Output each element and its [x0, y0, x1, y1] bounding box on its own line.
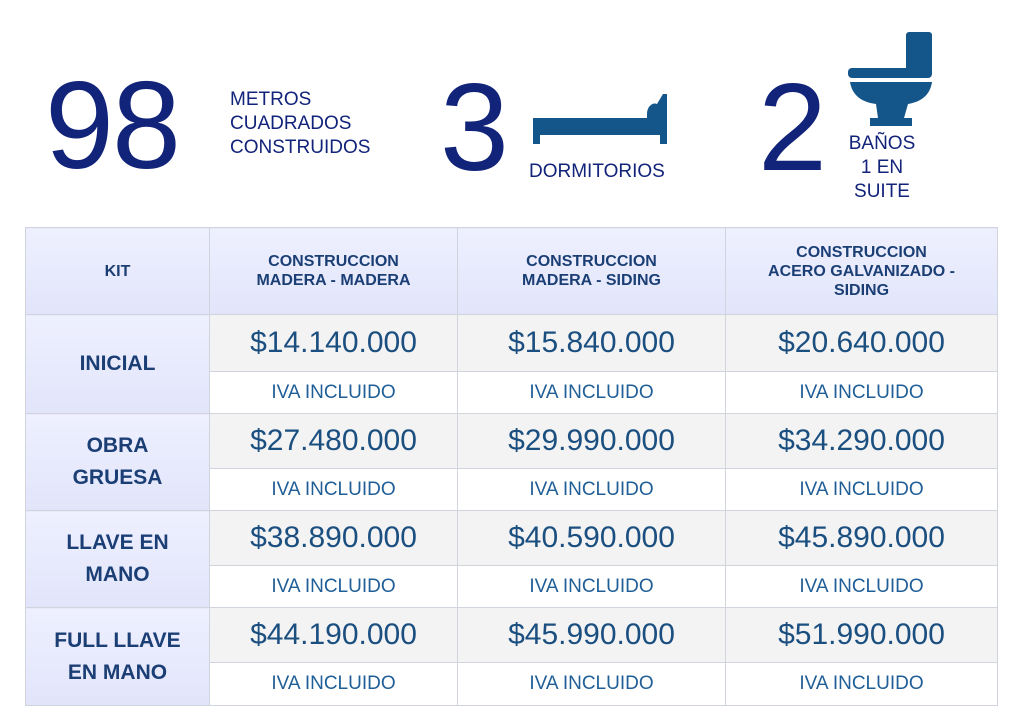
- iva-note: IVA INCLUIDO: [210, 469, 458, 511]
- kit-llave-en-mano: [26, 511, 210, 608]
- table-header-row: [26, 228, 998, 315]
- kit-label: FULL LLAVE: [54, 628, 181, 652]
- bathrooms-label: [842, 132, 922, 204]
- area-label: [230, 88, 410, 160]
- iva-note: IVA INCLUIDO: [210, 372, 458, 414]
- header-kit: [26, 228, 210, 315]
- bathrooms-label-line-3: SUITE: [854, 181, 910, 202]
- iva-note: IVA INCLUIDO: [210, 663, 458, 706]
- price-table: [25, 227, 998, 706]
- iva-note: IVA INCLUIDO: [210, 566, 458, 608]
- price-cell: $45.890.000: [726, 511, 998, 566]
- kit-label: INICIAL: [79, 352, 156, 375]
- price-cell: $15.840.000: [458, 315, 726, 372]
- kit-label: MANO: [85, 563, 150, 586]
- iva-note: IVA INCLUIDO: [458, 566, 726, 608]
- price-cell: $51.990.000: [726, 608, 998, 663]
- header-line: MADERA - MADERA: [256, 272, 411, 289]
- price-cell: $38.890.000: [210, 511, 458, 566]
- header-line: CONSTRUCCION: [268, 253, 399, 270]
- iva-note: IVA INCLUIDO: [458, 663, 726, 706]
- price-cell: $44.190.000: [210, 608, 458, 663]
- area-label-line-2: CUADRADOS: [230, 113, 352, 134]
- area-label-line-1: METROS: [230, 89, 312, 110]
- area-value: 98: [45, 57, 179, 195]
- kit-obra-gruesa: [26, 414, 210, 511]
- price-cell: $34.290.000: [726, 414, 998, 469]
- table-row: [26, 414, 998, 469]
- header-line: CONSTRUCCION: [796, 243, 927, 261]
- iva-note: IVA INCLUIDO: [458, 469, 726, 511]
- iva-note: IVA INCLUIDO: [726, 663, 998, 706]
- price-cell: $29.990.000: [458, 414, 726, 469]
- bathrooms-value: 2: [758, 59, 827, 197]
- price-cell: $14.140.000: [210, 315, 458, 372]
- kit-label: EN MANO: [67, 660, 168, 684]
- table-row: [26, 511, 998, 566]
- header-line: SIDING: [833, 281, 890, 299]
- table-row: [26, 315, 998, 372]
- iva-note: IVA INCLUIDO: [726, 469, 998, 511]
- header-line: CONSTRUCCION: [526, 253, 657, 270]
- header-acero-siding: [726, 228, 998, 315]
- header-madera-siding: [458, 228, 726, 315]
- price-cell: $27.480.000: [210, 414, 458, 469]
- kit-full-llave-en-mano: [26, 608, 210, 706]
- header-line: ACERO GALVANIZADO -: [768, 262, 955, 280]
- area-label-line-3: CONSTRUIDOS: [230, 137, 371, 158]
- bedrooms-label: DORMITORIOS: [529, 161, 665, 182]
- iva-note: IVA INCLUIDO: [726, 372, 998, 414]
- bed-icon: [529, 92, 669, 150]
- bathrooms-label-line-1: BAÑOS: [848, 133, 916, 154]
- price-cell: $45.990.000: [458, 608, 726, 663]
- price-cell: $40.590.000: [458, 511, 726, 566]
- toilet-icon: [842, 32, 934, 126]
- table-row: [26, 608, 998, 663]
- bathrooms-label-line-2: 1 EN: [860, 157, 904, 178]
- header-kit-text: KIT: [104, 262, 131, 280]
- header-line: MADERA - SIDING: [522, 272, 661, 289]
- kit-inicial: [26, 315, 210, 414]
- iva-note: IVA INCLUIDO: [726, 566, 998, 608]
- header-madera-madera: [210, 228, 458, 315]
- iva-note: IVA INCLUIDO: [458, 372, 726, 414]
- kit-label: LLAVE EN: [66, 531, 169, 554]
- kit-label: GRUESA: [72, 466, 163, 489]
- bedrooms-value: 3: [440, 59, 509, 197]
- price-cell: $20.640.000: [726, 315, 998, 372]
- kit-label: OBRA: [86, 434, 149, 457]
